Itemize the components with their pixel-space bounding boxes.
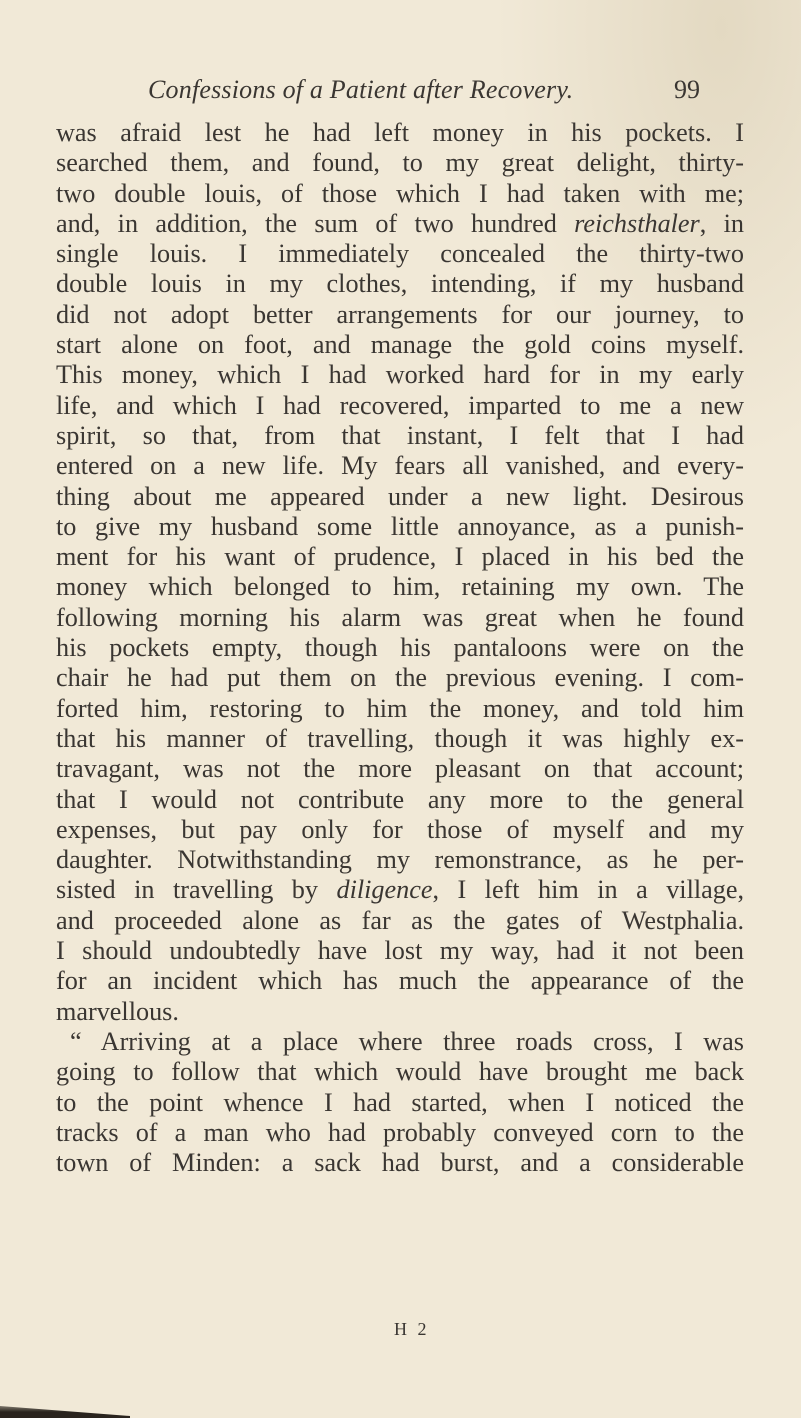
- text-line: thing about me appeared under a new light. Desirous: [56, 481, 744, 511]
- text-line: that his manner of travelling, though it was highly ex-: [56, 723, 744, 753]
- text-line: single louis. I immediately concealed the thirty-two: [56, 239, 744, 269]
- text-segment: , in: [699, 208, 744, 238]
- text-line: daughter. Notwithstanding my remonstrance, as he per-: [56, 845, 744, 875]
- text-line: ment for his want of prudence, I placed in his bed the: [56, 542, 744, 572]
- text-line: travagant, was not the more pleasant on that account;: [56, 754, 744, 784]
- text-line: [56, 875, 744, 905]
- text-segment: and, in addition, the sum of two hundred: [56, 208, 575, 238]
- italic-word: reichsthaler: [574, 208, 700, 238]
- page-number: 99: [674, 75, 700, 104]
- text-line: to give my husband some little annoyance, as a punish-: [56, 511, 744, 541]
- text-line: I should undoubtedly have lost my way, had it not been: [56, 936, 744, 966]
- running-head: Confessions of a Patient after Recovery.: [148, 75, 574, 104]
- text-line: “ Arriving at a place where three roads cross, I was: [70, 1026, 744, 1056]
- text-line: This money, which I had worked hard for in my early: [56, 360, 744, 390]
- body-text: [56, 118, 744, 1178]
- text-line: spirit, so that, from that instant, I felt that I had: [56, 420, 744, 450]
- text-segment: , I left him in a village,: [432, 875, 745, 905]
- text-line: start alone on foot, and manage the gold coins myself.: [56, 330, 744, 360]
- italic-word: diligence: [336, 875, 433, 905]
- text-line: forted him, restoring to him the money, and told him: [56, 693, 744, 723]
- text-line: money which belonged to him, retaining my own. The: [56, 572, 744, 602]
- text-line: was afraid lest he had left money in his pockets. I: [56, 118, 744, 147]
- signature-mark: H 2: [394, 1319, 430, 1339]
- text-line: and proceeded alone as far as the gates of Westphalia.: [56, 905, 744, 935]
- text-line: chair he had put them on the previous evening. I com-: [56, 663, 744, 693]
- text-line: to the point whence I had started, when I noticed the: [56, 1087, 744, 1117]
- text-line: town of Minden: a sack had burst, and a considerable: [56, 1148, 744, 1178]
- text-line: did not adopt better arrangements for our journey, to: [56, 299, 744, 329]
- text-line: [56, 209, 744, 239]
- text-line: tracks of a man who had probably conveyed corn to the: [56, 1117, 744, 1147]
- text-line: life, and which I had recovered, imparted to me a new: [56, 390, 744, 420]
- text-line: following morning his alarm was great when he found: [56, 602, 744, 632]
- text-line: entered on a new life. My fears all vanished, and every-: [56, 451, 744, 481]
- text-line: double louis in my clothes, intending, if my husband: [56, 269, 744, 299]
- text-segment: sisted in travelling by: [56, 875, 337, 905]
- text-line: expenses, but pay only for those of myself and my: [56, 814, 744, 844]
- page-edge-shadow: [0, 1398, 130, 1418]
- text-line: searched them, and found, to my great delight, thirty-: [56, 148, 744, 178]
- text-line: marvellous.: [56, 996, 179, 1026]
- text-line: his pockets empty, though his pantaloons were on the: [56, 633, 744, 663]
- text-line: that I would not contribute any more to the general: [56, 784, 744, 814]
- text-line: going to follow that which would have brought me back: [56, 1057, 744, 1087]
- text-line: for an incident which has much the appearance of the: [56, 966, 744, 996]
- text-line: two double louis, of those which I had taken with me;: [56, 178, 744, 208]
